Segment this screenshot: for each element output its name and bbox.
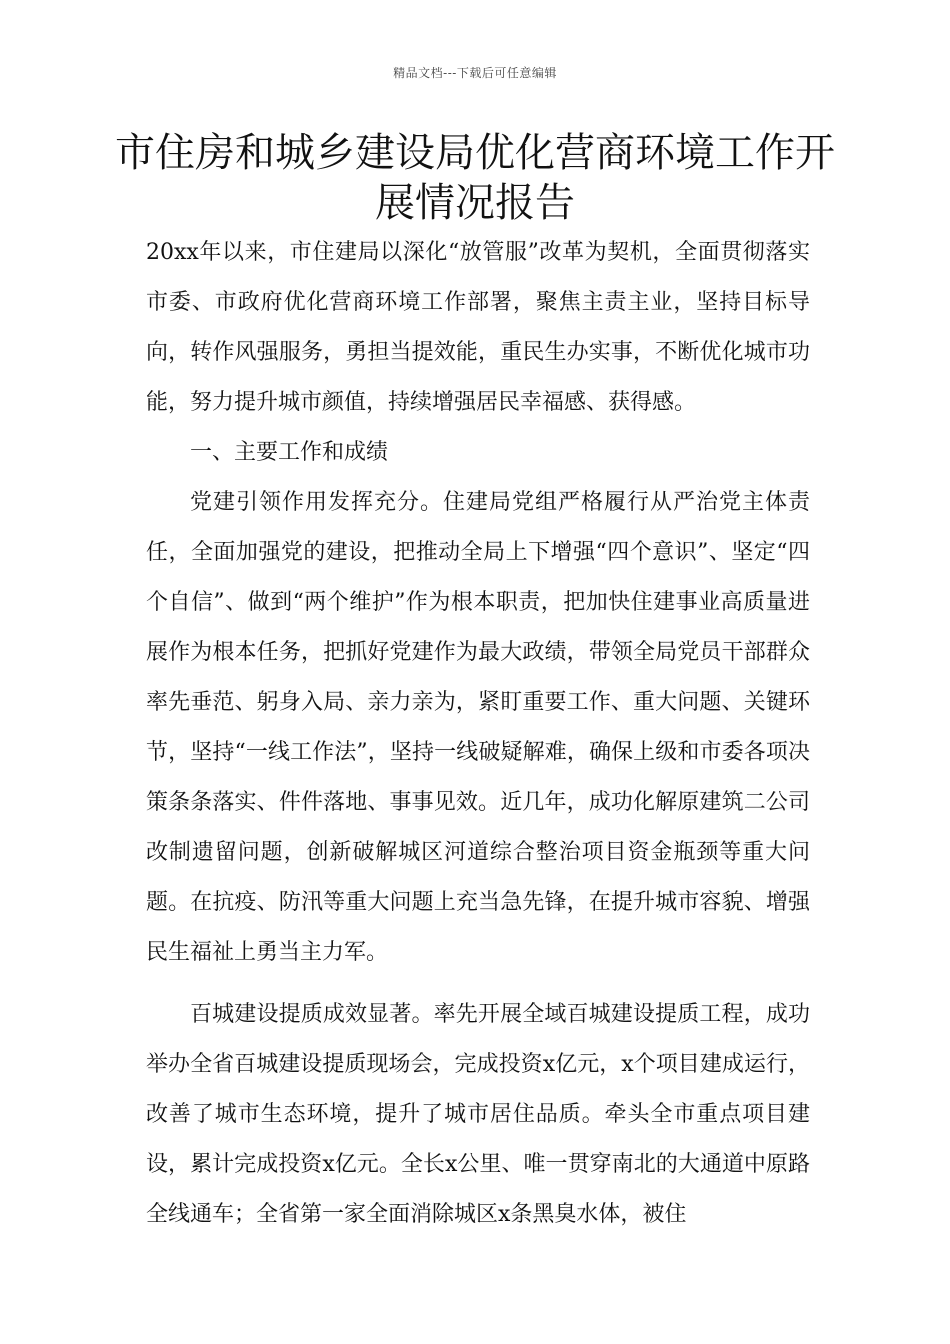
document-title: 市住房和城乡建设局优化营商环境工作开展情况报告 [115,130,835,226]
section-heading: 一、主要工作和成绩 [190,440,389,465]
paragraph-intro: 20xx年以来，市住建局以深化“放管服”改革为契机，全面贯彻落实市委、市政府优化营商环境工作部署，聚焦主责主业，坚持目标导向，转作风强服务，勇担当提效能，重民生办实事，不断优化城市功能，努力提升城市颜值，持续增强居民幸福感、获得感。 [146,240,810,415]
document-body [146,228,810,1240]
paragraph-city-construction: 百城建设提质成效显著。率先开展全域百城建设提质工程，成功举办全省百城建设提质现场会，完成投资x亿元，x个项目建成运行，改善了城市生态环境，提升了城市居住品质。牵头全市重点项目建设，累计完成投资x亿元。全长x公里、唯一贯穿南北的大通道中原路全线通车；全省第一家全面消除城区x条黑臭水体，被住 [146,1002,810,1227]
page-header-note: 精品文档---下载后可任意编辑 [393,66,557,80]
paragraph-party-building: 党建引领作用发挥充分。住建局党组严格履行从严治党主体责任，全面加强党的建设，把推动全局上下增强“四个意识”、坚定“四个自信”、做到“两个维护”作为根本职责，把加快住建事业高质量进展作为根本任务，把抓好党建作为最大政绩，带领全局党员干部群众率先垂范、躬身入局、亲力亲为，紧盯重要工作、重大问题、关键环节，坚持“一线工作法”，坚持一线破疑解难，确保上级和市委各项决策条条落实、件件落地、事事见效。近几年，成功化解原建筑二公司改制遗留问题，创新破解城区河道综合整治项目资金瓶颈等重大问题。在抗疫、防汛等重大问题上充当急先锋，在提升城市容貌、增强民生福祉上勇当主力军。 [146,490,810,965]
